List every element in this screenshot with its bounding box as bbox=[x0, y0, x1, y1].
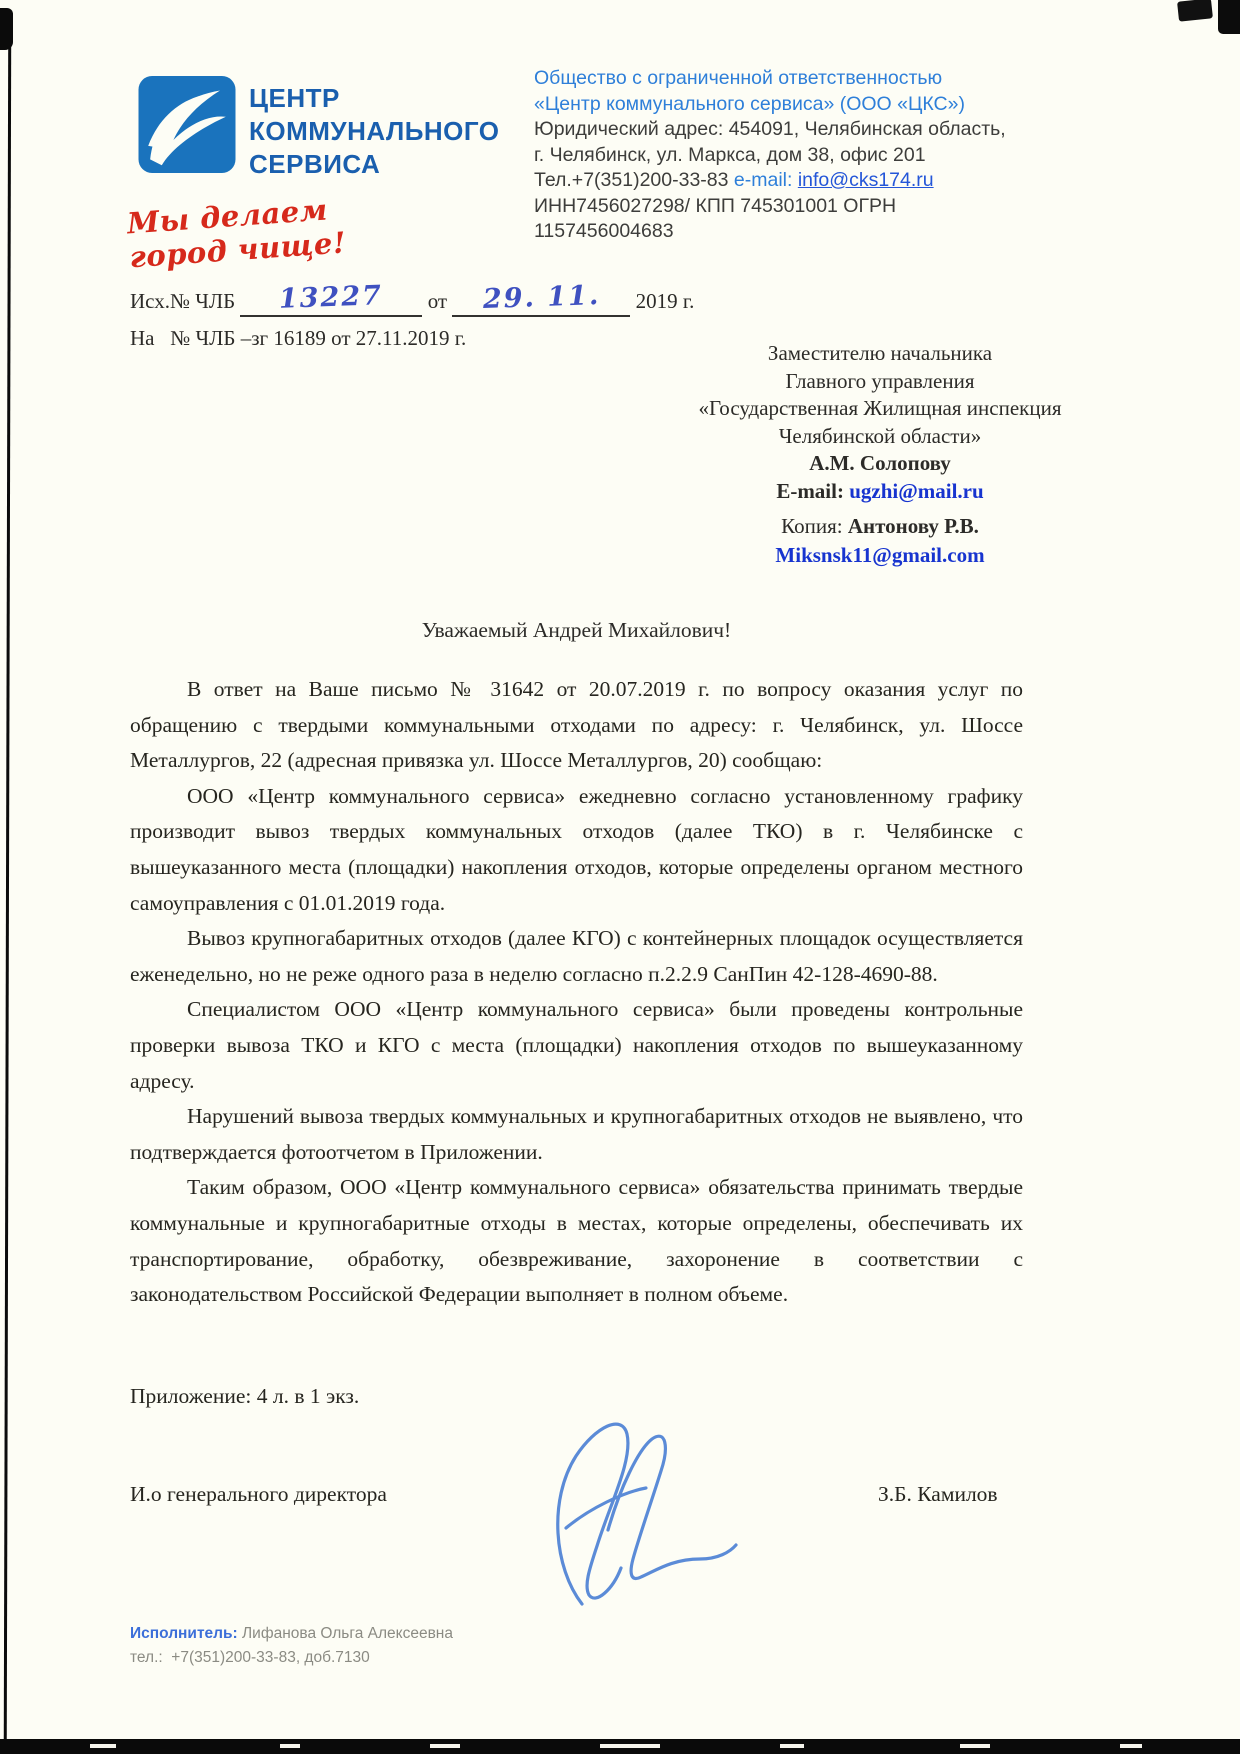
copy-recipient-block bbox=[640, 512, 1120, 570]
scan-blot-top-right-2 bbox=[1218, 0, 1240, 34]
reference-block bbox=[130, 279, 695, 351]
executor-name: Лифанова Ольга Алексеевна bbox=[237, 1625, 453, 1642]
company-contacts bbox=[534, 168, 1034, 194]
outgoing-ref-line bbox=[130, 279, 695, 317]
scan-dash bbox=[780, 1744, 804, 1748]
handwritten-outgoing-number: 13227 bbox=[278, 280, 384, 315]
ot-label: от bbox=[427, 289, 448, 313]
recipient-name: А.М. Солопову bbox=[809, 451, 951, 475]
logo-wordmark bbox=[249, 76, 500, 181]
signer-name: З.Б. Камилов bbox=[878, 1482, 998, 1506]
company-registration-numbers: ИНН7456027298/ КПП 745301001 ОГРН 1157456004683 bbox=[534, 194, 897, 242]
recipient-line-4: Челябинской области» bbox=[778, 423, 982, 448]
recipient-email-label: E-mail: bbox=[776, 478, 850, 503]
recipient-line-1: Заместителю начальника bbox=[767, 341, 993, 365]
recipient-line-3: «Государственная Жилищная инспекция bbox=[698, 396, 1062, 420]
company-slogan: Мы делаем город чище! bbox=[125, 192, 348, 275]
scan-dash bbox=[280, 1744, 300, 1748]
company-phone: Тел.+7(351)200-33-83 bbox=[534, 169, 734, 191]
copy-name: Антонову Р.В. bbox=[847, 514, 979, 538]
recipient-block bbox=[640, 340, 1120, 505]
handwritten-signature bbox=[520, 1408, 750, 1608]
copy-email[interactable]: Miksnsk11@gmail.com bbox=[775, 543, 985, 567]
logo-line-1: ЦЕНТР bbox=[249, 83, 340, 113]
incoming-ref-line: На № ЧЛБ –зг 16189 от 27.11.2019 г. bbox=[130, 326, 467, 350]
logo-line-2: КОММУНАЛЬНОГО bbox=[249, 116, 500, 146]
signer-title: И.о генерального директора bbox=[130, 1482, 387, 1506]
company-address-1: Юридический адрес: 454091, Челябинская область, bbox=[534, 118, 1006, 140]
company-legal-form: Общество с ограниченной ответственностью bbox=[534, 67, 943, 89]
scan-edge-line bbox=[4, 12, 12, 1754]
company-email-link[interactable]: info@cks174.ru bbox=[797, 169, 934, 191]
executor-phone: тел.: +7(351)200-33-83, доб.7130 bbox=[130, 1649, 370, 1666]
paragraph-1: В ответ на Ваше письмо № 31642 от 20.07.2019 г. по вопросу оказания услуг по обращению с твердыми коммунальными отходами по адресу: г. Челябинск, ул. Шоссе Металлургов, 22 (адресная привязка ул. Шоссе Металлургов, 20) сообщаю: bbox=[130, 677, 1023, 773]
copy-label: Копия: bbox=[781, 514, 848, 538]
company-address-2: г. Челябинск, ул. Маркса, дом 38, офис 201 bbox=[534, 143, 926, 166]
copy-line bbox=[640, 512, 1120, 541]
recipient-line-2: Главного управления bbox=[785, 368, 975, 393]
scan-bottom-bar bbox=[0, 1739, 1240, 1754]
outgoing-ref-prefix: Исх.№ ЧЛБ bbox=[130, 289, 236, 313]
executor-line bbox=[130, 1622, 453, 1646]
attachment-note: Приложение: 4 л. в 1 экз. bbox=[130, 1384, 360, 1408]
scan-dash bbox=[1120, 1744, 1142, 1748]
paragraph-2: ООО «Центр коммунального сервиса» ежедневно согласно установленному графику производит вывоз твердых коммунальных отходов (далее ТКО) в г. Челябинске с вышеуказанного места (площадки) накопления отходов, которые определены органом местного самоуправления с 01.01.2019 года. bbox=[130, 783, 1023, 915]
recipient-email[interactable]: ugzhi@mail.ru bbox=[849, 478, 984, 503]
executor-label: Исполнитель: bbox=[130, 1625, 238, 1642]
outgoing-number-blank bbox=[240, 280, 422, 317]
scan-dash bbox=[90, 1744, 116, 1748]
paragraph-6: Таким образом, ООО «Центр коммунального сервиса» обязательства принимать твердые коммунальные и крупногабаритные отходы в местах, которые определены, обеспечивать их транспортирование, обработку, обезвреживание, захоронение в соответствии с законодательством Российской Федерации выполняет в полном объеме. bbox=[130, 1175, 1023, 1307]
handwritten-outgoing-date: 29. 11. bbox=[482, 279, 601, 316]
salutation: Уважаемый Андрей Михайлович! bbox=[421, 618, 732, 642]
scan-dash bbox=[600, 1744, 660, 1748]
letter-body bbox=[130, 672, 1023, 1313]
scan-blot-top-left bbox=[0, 8, 13, 50]
outgoing-year: 2019 г. bbox=[635, 289, 695, 313]
company-name: «Центр коммунального сервиса» (ООО «ЦКС») bbox=[534, 92, 965, 115]
email-label: e-mail: bbox=[733, 169, 798, 191]
scan-dash bbox=[430, 1744, 460, 1748]
paragraph-3: Вывоз крупногабаритных отходов (далее КГО) с контейнерных площадок осуществляется еженедельно, но не реже одного раза в неделю согласно п.2.2.9 СанПин 42-128-4690-88. bbox=[130, 926, 1023, 986]
scan-blot-top-right bbox=[1177, 0, 1213, 22]
company-details-block bbox=[534, 66, 1034, 245]
logo-line-3: СЕРВИСА bbox=[249, 149, 381, 179]
outgoing-date-blank bbox=[452, 279, 630, 317]
paragraph-5: Нарушений вывоза твердых коммунальных и крупногабаритных отходов не выявлено, что подтверждается фотоотчетом в Приложении. bbox=[130, 1104, 1023, 1164]
leaf-swoosh-icon bbox=[137, 76, 237, 173]
paragraph-4: Специалистом ООО «Центр коммунального сервиса» были проведены контрольные проверки вывоза ТКО и КГО с места (площадки) накопления отходов по вышеуказанному адресу. bbox=[130, 997, 1023, 1093]
scan-dash bbox=[960, 1744, 990, 1748]
executor-block bbox=[130, 1622, 453, 1670]
recipient-email-line bbox=[640, 478, 1120, 506]
company-logo bbox=[137, 76, 500, 181]
